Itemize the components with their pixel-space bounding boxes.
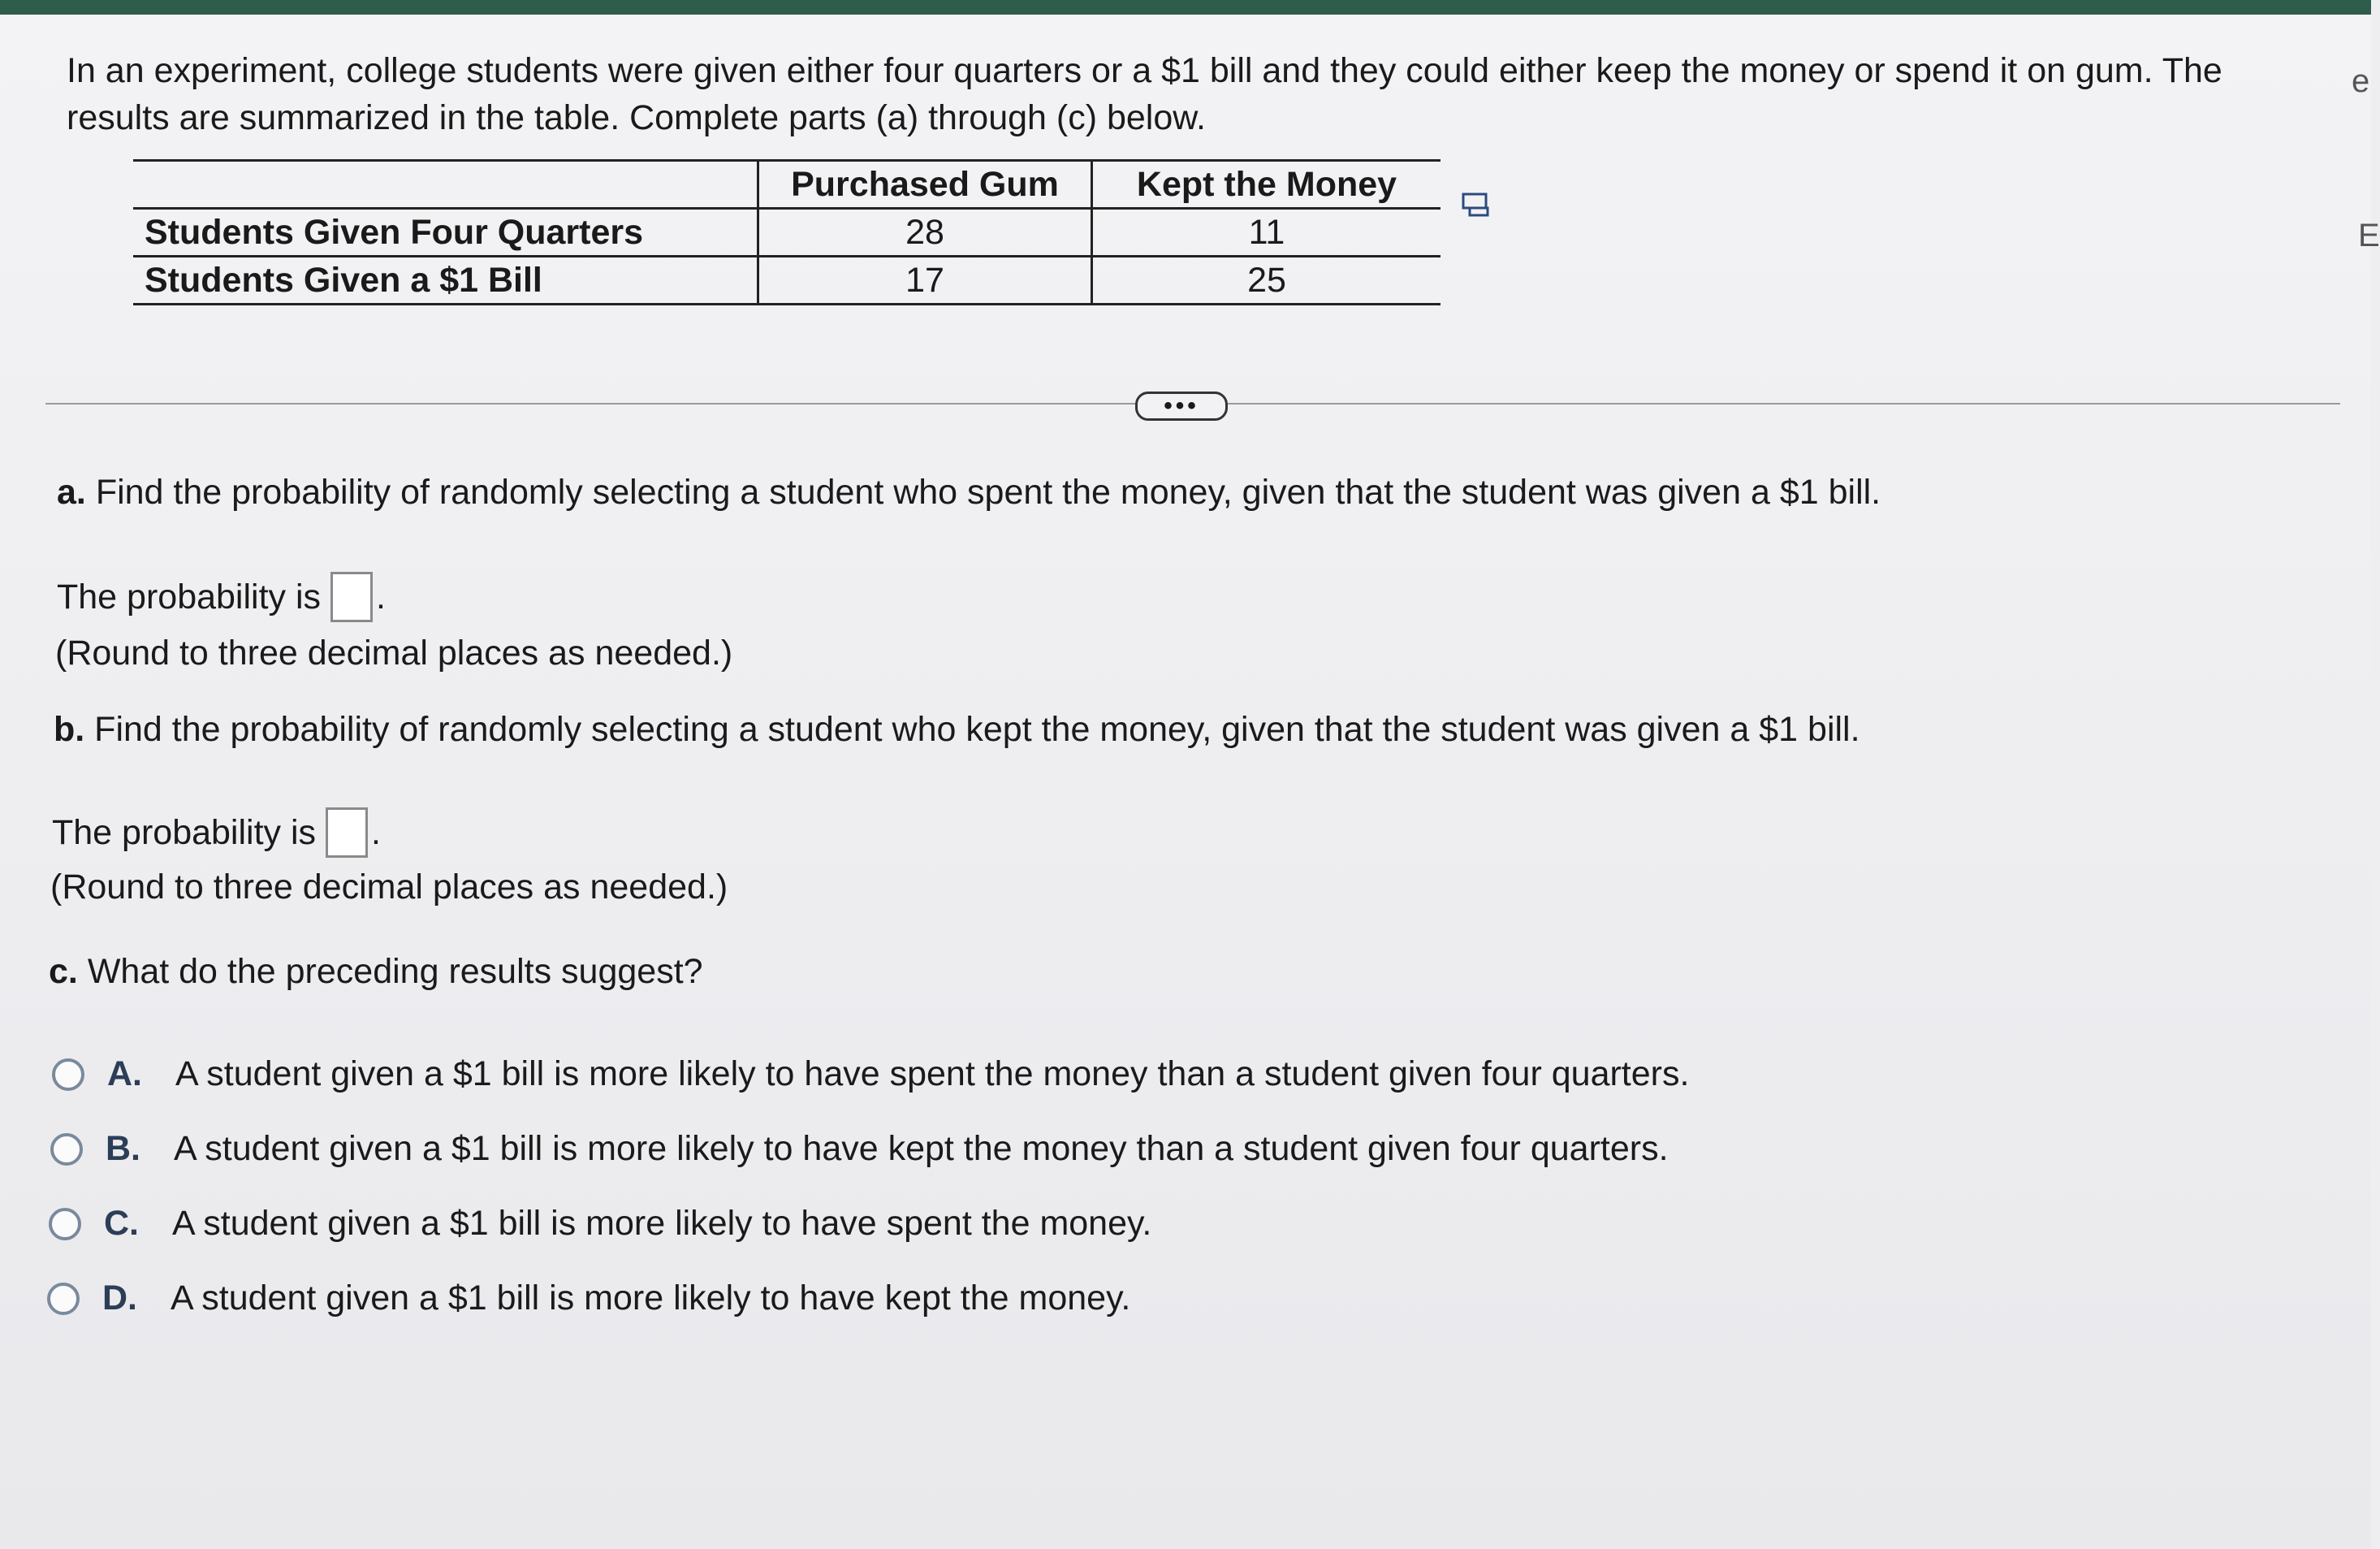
part-a-text: Find the probability of randomly selecting a student who spent the money, given that the student was given a $1 bill. bbox=[95, 473, 1881, 512]
radio-button-b[interactable] bbox=[50, 1133, 83, 1166]
part-a-period: . bbox=[376, 578, 386, 617]
part-a-prefix: a. bbox=[57, 473, 86, 512]
data-table bbox=[133, 159, 1441, 305]
choice-b-letter: B. bbox=[106, 1129, 140, 1168]
part-b-prefix: b. bbox=[54, 710, 85, 749]
part-c-question bbox=[49, 949, 703, 994]
choice-a-text: A student given a $1 bill is more likely to have spent the money than a student given four quarters. bbox=[175, 1054, 1690, 1093]
edge-glyph-top: e bbox=[2352, 63, 2370, 99]
question-page bbox=[0, 15, 2380, 1549]
radio-button-d[interactable] bbox=[47, 1283, 80, 1315]
choice-b[interactable] bbox=[50, 1129, 1669, 1169]
copy-table-icon[interactable] bbox=[1462, 192, 1491, 218]
choice-c[interactable] bbox=[49, 1204, 1151, 1244]
part-c-prefix: c. bbox=[49, 952, 78, 991]
edge-glyph-mid: E bbox=[2358, 218, 2380, 253]
part-a-answer-label: The probability is bbox=[57, 578, 322, 617]
column-header-kept-money: Kept the Money bbox=[1092, 161, 1441, 209]
part-b-answer-input[interactable] bbox=[326, 807, 368, 858]
cell-quarters-kept: 11 bbox=[1092, 209, 1441, 257]
part-a-hint: (Round to three decimal places as needed.) bbox=[55, 634, 733, 673]
choice-d-letter: D. bbox=[102, 1279, 137, 1318]
table-row bbox=[133, 209, 1441, 257]
choice-a-letter: A. bbox=[107, 1054, 142, 1093]
row-label-dollar-bill: Students Given a $1 Bill bbox=[133, 257, 758, 305]
part-a-answer-line bbox=[57, 572, 386, 622]
part-b-period: . bbox=[371, 813, 381, 852]
choice-d-text: A student given a $1 bill is more likely to have kept the money. bbox=[171, 1279, 1131, 1318]
choice-b-text: A student given a $1 bill is more likely to have kept the money than a student given four quarters. bbox=[174, 1129, 1669, 1168]
choice-c-letter: C. bbox=[104, 1204, 139, 1243]
choice-a[interactable] bbox=[52, 1054, 1689, 1094]
part-b-hint: (Round to three decimal places as needed.) bbox=[50, 868, 728, 906]
cell-bill-purchased: 17 bbox=[758, 257, 1092, 305]
radio-button-c[interactable] bbox=[49, 1208, 81, 1240]
part-b-answer-label: The probability is bbox=[52, 813, 317, 852]
part-b-question bbox=[54, 707, 1860, 752]
row-label-four-quarters: Students Given Four Quarters bbox=[133, 209, 758, 257]
cell-bill-kept: 25 bbox=[1092, 257, 1441, 305]
part-a-question bbox=[57, 469, 1881, 515]
table-row bbox=[133, 257, 1441, 305]
problem-intro: In an experiment, college students were given either four quarters or a $1 bill and they could either keep the money or spend it on gum. The results are summarized in the table. Complete parts (a) through (c) below. bbox=[67, 51, 2222, 137]
part-c-text: What do the preceding results suggest? bbox=[87, 952, 703, 991]
part-b-text: Find the probability of randomly selecting a student who kept the money, given that the student was given a $1 bill. bbox=[94, 710, 1860, 749]
part-a-answer-input[interactable] bbox=[330, 572, 373, 622]
choice-d[interactable] bbox=[47, 1279, 1130, 1318]
column-header-purchased-gum: Purchased Gum bbox=[758, 161, 1092, 209]
table-header-row bbox=[133, 161, 1441, 209]
radio-button-a[interactable] bbox=[52, 1058, 84, 1091]
top-strip bbox=[0, 0, 2371, 15]
part-b-answer-line bbox=[52, 807, 381, 858]
choice-c-text: A student given a $1 bill is more likely to have spent the money. bbox=[172, 1204, 1152, 1243]
table-corner-cell bbox=[133, 161, 758, 209]
expand-more-button[interactable]: ••• bbox=[1135, 392, 1228, 421]
cell-quarters-purchased: 28 bbox=[758, 209, 1092, 257]
